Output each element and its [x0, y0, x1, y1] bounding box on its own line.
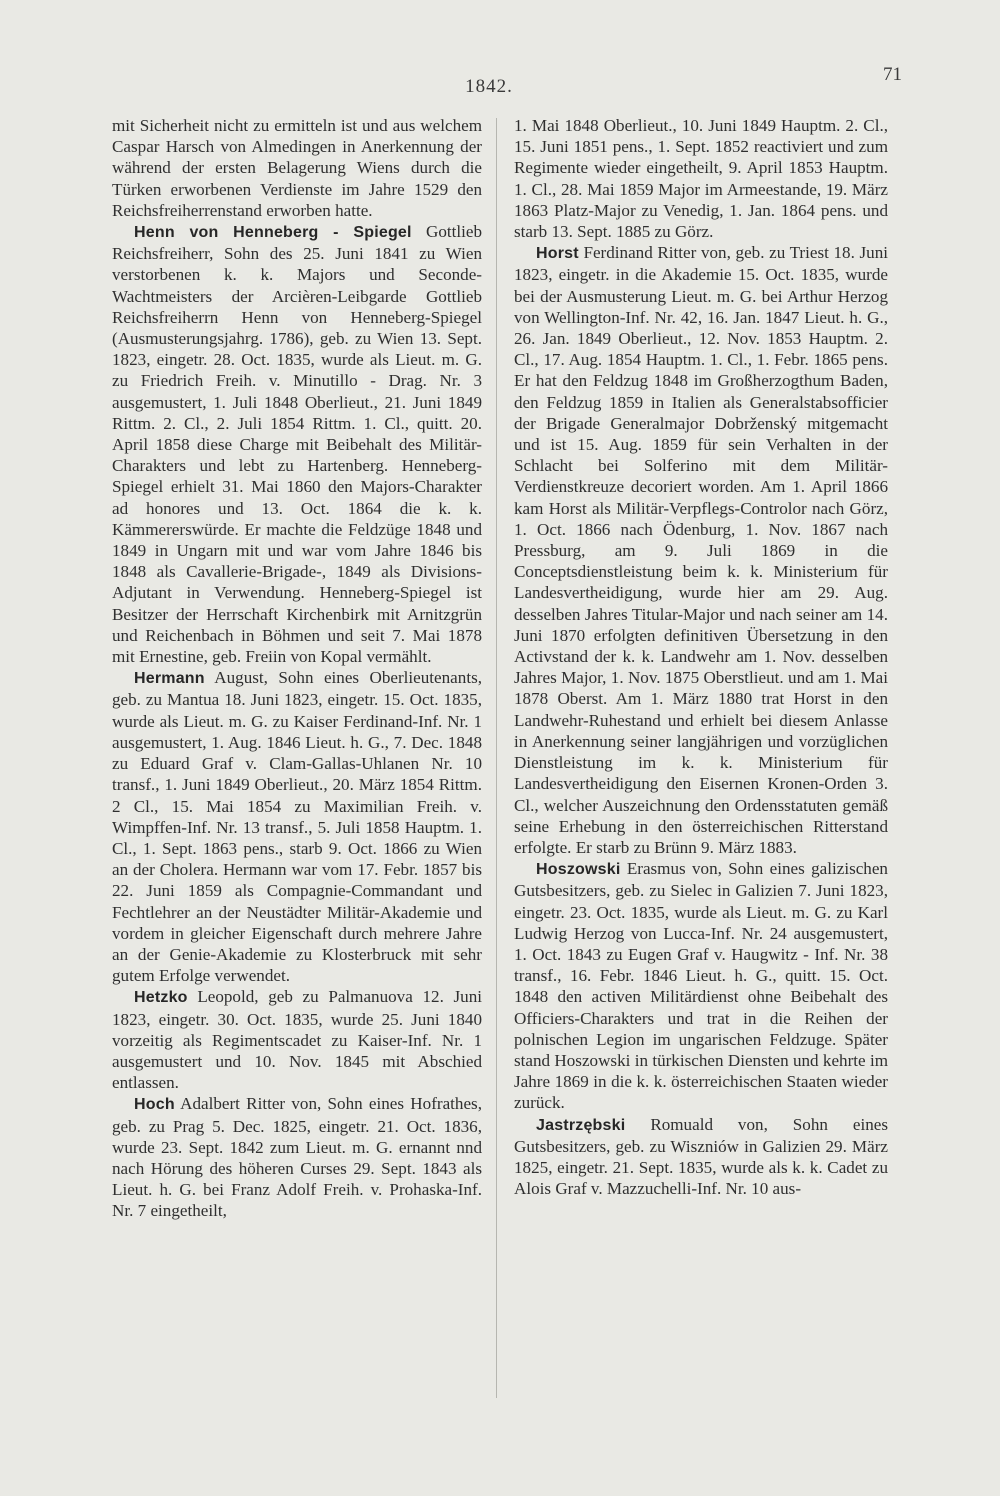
left-column [112, 115, 482, 1415]
entry-text: Erasmus von, Sohn eines galizischen Gutsbesitzers, geb. zu Sielec in Galizien 7. Juni 1823, eingetr. 23. Oct. 1835, wurde als Lieut. m. G. zu Karl Ludwig Herzog von Lucca-Inf. Nr. 24 ausgemustert, 1. Oct. 1843 zu Eugen Graf v. Haugwitz - Inf. Nr. 38 transf., 16. Febr. 1846 Lieut. h. G., quitt. 15. Oct. 1848 den activen Militärdienst ohne Beibehalt des Officiers-Charakters und trat in die Reihen der polnischen Legion im ungarischen Feldzuge. Später stand Hoszowski in türkischen Diensten und kehrte im Jahre 1869 in die k. k. österreichischen Staaten wieder zurück. [514, 859, 888, 1113]
entry-hoszowski [514, 858, 888, 1113]
entry-horst [514, 242, 888, 858]
entry-jastrzebski [514, 1114, 888, 1200]
entry-text: August, Sohn eines Oberlieutenants, geb. zu Mantua 18. Juni 1823, eingetr. 15. Oct. 1835, wurde als Lieut. m. G. zu Kaiser Ferdinand-Inf. Nr. 1 ausgemustert, 1. Aug. 1846 Lieut. h. G., 7. Dec. 1848 zu Eduard Graf v. Clam-Gallas-Uhlanen Nr. 10 transf., 1. Juni 1849 Oberlieut., 20. März 1854 Rittm. 2 Cl., 15. Mai 1854 zu Maximilian Freih. v. Wimpffen-Inf. Nr. 13 transf., 5. Juli 1858 Hauptm. 1. Cl., 1. Sept. 1863 pens., starb 9. Oct. 1866 zu Wien an der Cholera. Hermann war vom 17. Febr. 1857 bis 22. Juni 1859 als Compagnie-Commandant und Fechtlehrer an der Neustädter Militär-Akademie und vordem in gleicher Eigenschaft durch mehrere Jahre an der Genie-Akademie zu Klosterbruck mit sehr gutem Erfolge verwendet. [112, 668, 482, 986]
entry-text: Leopold, geb zu Palmanuova 12. Juni 1823, eingetr. 30. Oct. 1835, wurde 25. Juni 1840 vorzeitig als Regimentscadet zu Kaiser-Inf. Nr. 1 ausgemustert und 10. Nov. 1845 mit Abschied entlassen. [112, 987, 482, 1093]
page-year: 1842. [465, 76, 513, 97]
entry-text: Gottlieb Reichsfreiherr, Sohn des 25. Juni 1841 zu Wien verstorbenen k. k. Majors und Seconde-Wachtmeisters der Arcièren-Leibgarde Gottlieb Reichsfreiherrn Henn von Henneberg-Spiegel (Ausmusterungsjahrg. 1786), geb. zu Wien 13. Sept. 1823, eingetr. 28. Oct. 1835, wurde als Lieut. m. G. zu Friedrich Freih. v. Minutillo - Drag. Nr. 3 ausgemustert, 1. Juli 1848 Oberlieut., 21. Juni 1849 Rittm. 2. Cl., 2. Juli 1854 Rittm. 1. Cl., quitt. 20. April 1858 diese Charge mit Beibehalt des Militär-Charakters und lebt zu Hartenberg. Henneberg-Spiegel erhielt 31. Mai 1860 den Majors-Charakter ad honores und 13. Oct. 1864 die k. k. Kämmererswürde. Er machte die Feldzüge 1848 und 1849 in Ungarn mit und war vom Jahre 1846 bis 1848 als Cavallerie-Brigade-, 1849 als Divisions-Adjutant in Verwendung. Henneberg-Spiegel ist Besitzer der Herrschaft Kirchenbirk mit Arnitzgrün und Reichenbach in Böhmen und seit 7. Mai 1878 mit Ernestine, geb. Freiin von Kopal vermählt. [112, 222, 482, 667]
entry-text: Ferdinand Ritter von, geb. zu Triest 18. Juni 1823, eingetr. in die Akademie 15. Oct. 1835, wurde bei der Ausmusterung Lieut. m. G. bei Arthur Herzog von Wellington-Inf. Nr. 42, 16. Jan. 1847 Lieut. h. G., 26. Jan. 1849 Oberlieut., 12. Nov. 1853 Hauptm. 2. Cl., 17. Aug. 1854 Hauptm. 1. Cl., 1. Febr. 1865 pens. Er hat den Feldzug 1848 im Großherzogthum Baden, den Feldzug 1859 in Italien als Generalstabsofficier der Brigade Generalmajor Dobrženský mitgemacht und ist 15. Aug. 1859 für sein Verhalten in der Schlacht bei Solferino mit dem Militär-Verdienstkreuze decoriert worden. Am 1. April 1866 kam Horst als Militär-Verpflegs-Controlor nach Görz, 1. Oct. 1866 nach Ödenburg, 1. Nov. 1867 nach Pressburg, am 9. Juli 1869 in die Conceptsdienstleistung beim k. k. Ministerium für Landesvertheidigung, wurde hier am 29. Aug. desselben Jahres Titular-Major und nach seiner am 14. Juni 1870 erfolgten definitiven Übersetzung in den Activstand der k. k. Landwehr am 1. Nov. desselben Jahres Major, 1. Nov. 1875 Oberstlieut. und am 1. Mai 1878 Oberst. Am 1. März 1880 trat Horst in den Landwehr-Ruhestand und erhielt bei diesem Anlasse in Anerkennung seiner langjährigen und vorzüglichen Dienstleistung im k. k. Ministerium für Landesvertheidigung den Eisernen Kronen-Orden 3. Cl., welcher Auszeichnung den Ordensstatuten gemäß seine Erhebung in den österreichischen Ritterstand erfolgte. Er starb zu Brünn 9. März 1883. [514, 243, 888, 857]
entry-henn-von-henneberg-spiegel [112, 221, 482, 667]
entry-hermann [112, 667, 482, 986]
right-column [514, 115, 888, 1415]
page-number: 71 [883, 64, 902, 85]
entry-name: Hoch [134, 1096, 175, 1114]
page-header [0, 64, 1000, 102]
entry-hetzko [112, 986, 482, 1093]
entry-name: Hetzko [134, 989, 188, 1007]
column-divider [496, 118, 497, 1398]
entry-hoch [112, 1093, 482, 1221]
continued-paragraph: 1. Mai 1848 Oberlieut., 10. Juni 1849 Hauptm. 2. Cl., 15. Juni 1851 pens., 1. Sept. 1852 reactiviert und zum Regimente wieder eingetheilt, 9. April 1853 Hauptm. 1. Cl., 28. Mai 1859 Major im Armeestande, 19. März 1863 Platz-Major zu Venedig, 1. Jan. 1864 pens. und starb 13. Sept. 1885 zu Görz. [514, 116, 888, 242]
entry-name: Horst [536, 245, 579, 263]
entry-name: Jastrzębski [536, 1116, 626, 1134]
entry-name: Hermann [134, 670, 205, 688]
entry-name: Henn von Henneberg - Spiegel [134, 224, 412, 242]
entry-name: Hoszowski [536, 861, 621, 879]
entry-text: Romuald von, Sohn eines Gutsbesitzers, geb. zu Wiszniów in Galizien 29. März 1825, eingetr. 21. Sept. 1835, wurde als k. k. Cadet zu Alois Graf v. Mazzuchelli-Inf. Nr. 10 aus- [514, 1114, 888, 1199]
continued-paragraph: mit Sicherheit nicht zu ermitteln ist und aus welchem Caspar Harsch von Almedingen in Anerkennung der während der ersten Belagerung Wiens durch die Türken erworbenen Verdienste im Jahre 1529 den Reichsfreiherrenstand erworben hatte. [112, 116, 482, 220]
entry-text: Adalbert Ritter von, Sohn eines Hofrathes, geb. zu Prag 5. Dec. 1825, eingetr. 21. Oct. 1836, wurde 23. Sept. 1842 zum Lieut. m. G. ernannt nnd nach Hörung des höheren Curses 29. Sept. 1843 als Lieut. h. G. bei Franz Adolf Freih. v. Prohaska-Inf. Nr. 7 eingetheilt, [112, 1094, 482, 1221]
